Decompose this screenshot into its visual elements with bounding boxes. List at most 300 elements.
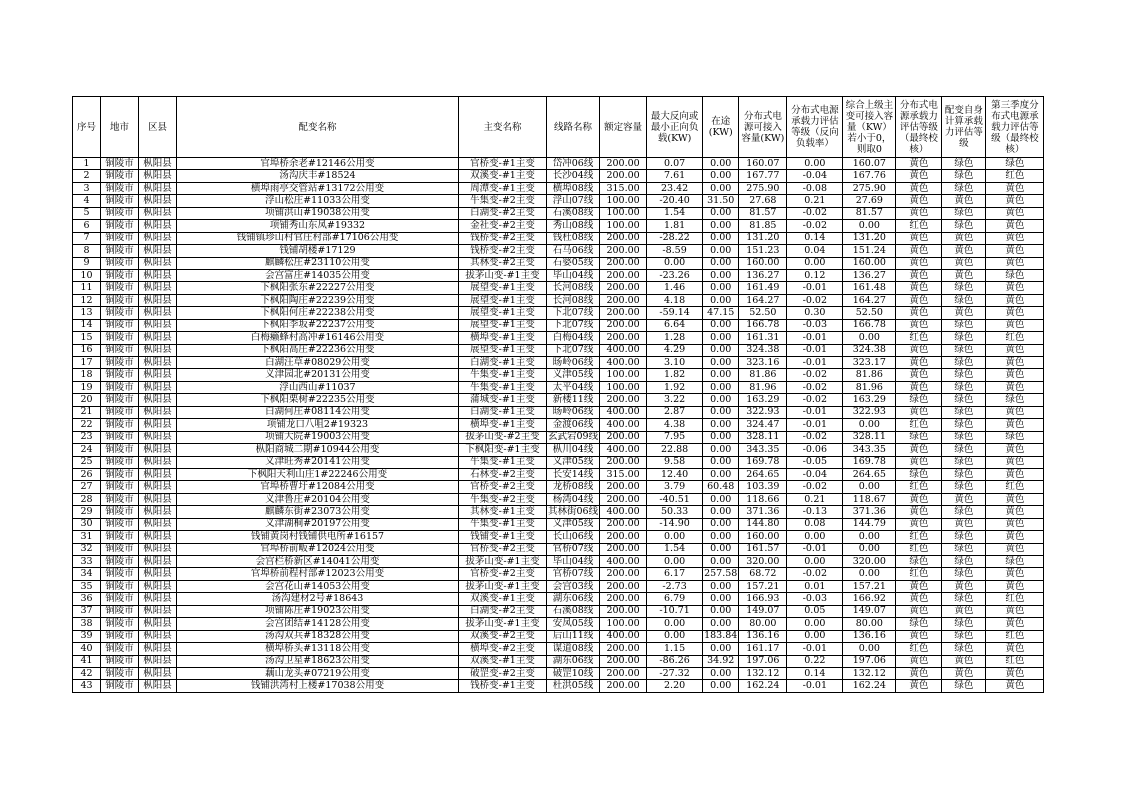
cell-index: 8 <box>73 245 101 257</box>
cell-final-grade: 黄色 <box>896 182 942 194</box>
cell-reverse-load-grade: -0.01 <box>787 543 843 555</box>
cell-in-transit: 34.92 <box>703 655 739 667</box>
cell-upper-capacity: 157.21 <box>843 580 896 592</box>
cell-transformer-name: 钱铺洪湾村上楼#17038公用变 <box>177 680 459 692</box>
cell-max-load: 0.07 <box>647 158 703 170</box>
cell-city: 铜陵市 <box>101 170 139 182</box>
cell-main-transformer: 横埠变-#1主变 <box>459 419 547 431</box>
cell-city: 铜陵市 <box>101 580 139 592</box>
cell-district: 枞阳县 <box>139 158 177 170</box>
cell-q3-grade: 绿色 <box>986 431 1044 443</box>
cell-index: 16 <box>73 344 101 356</box>
cell-line-name: 后山11线 <box>547 630 600 642</box>
cell-transformer-name: 枞阳商城二期#10944公用变 <box>177 444 459 456</box>
cell-self-grade: 黄色 <box>942 232 986 244</box>
cell-line-name: 下北07线 <box>547 307 600 319</box>
cell-max-load: 1.15 <box>647 643 703 655</box>
cell-final-grade: 绿色 <box>896 618 942 630</box>
cell-accessible-capacity: 103.39 <box>739 481 787 493</box>
cell-district: 枞阳县 <box>139 593 177 605</box>
cell-index: 14 <box>73 319 101 331</box>
cell-district: 枞阳县 <box>139 269 177 281</box>
cell-transformer-name: 横埠雨亭交管站#13172公用变 <box>177 182 459 194</box>
cell-index: 43 <box>73 680 101 692</box>
cell-city: 铜陵市 <box>101 493 139 505</box>
cell-main-transformer: 下枫阳变-#1主变 <box>459 444 547 456</box>
cell-in-transit: 0.00 <box>703 493 739 505</box>
cell-self-grade: 黄色 <box>942 667 986 679</box>
cell-main-transformer: 钱桥变-#2主变 <box>459 245 547 257</box>
cell-transformer-name: 下枫阳何庄#22238公用变 <box>177 307 459 319</box>
cell-index: 35 <box>73 580 101 592</box>
header-q3-grade: 第三季度分布式电源承载力评估等级（最终校核） <box>986 97 1044 158</box>
cell-q3-grade: 黄色 <box>986 543 1044 555</box>
cell-reverse-load-grade: -0.02 <box>787 381 843 393</box>
cell-in-transit: 0.00 <box>703 220 739 232</box>
cell-final-grade: 红色 <box>896 481 942 493</box>
cell-line-name: 太平04线 <box>547 381 600 393</box>
table-row <box>73 419 1044 431</box>
cell-q3-grade: 黄色 <box>986 344 1044 356</box>
cell-index: 34 <box>73 568 101 580</box>
cell-main-transformer: 官桥变-#2主变 <box>459 568 547 580</box>
table-row <box>73 655 1044 667</box>
table-row <box>73 269 1044 281</box>
cell-city: 铜陵市 <box>101 182 139 194</box>
table-row <box>73 543 1044 555</box>
cell-upper-capacity: 169.78 <box>843 456 896 468</box>
cell-final-grade: 黄色 <box>896 207 942 219</box>
cell-accessible-capacity: 343.35 <box>739 444 787 456</box>
cell-rated-capacity: 200.00 <box>600 158 647 170</box>
cell-transformer-name: 钱铺镇珍山村官庄村部#17106公用变 <box>177 232 459 244</box>
table-row <box>73 605 1044 617</box>
cell-transformer-name: 汤沟建材2号#18643 <box>177 593 459 605</box>
cell-line-name: 官桥07线 <box>547 568 600 580</box>
cell-accessible-capacity: 324.38 <box>739 344 787 356</box>
cell-city: 铜陵市 <box>101 618 139 630</box>
cell-self-grade: 黄色 <box>942 605 986 617</box>
cell-self-grade: 绿色 <box>942 182 986 194</box>
cell-accessible-capacity: 161.49 <box>739 282 787 294</box>
cell-in-transit: 0.00 <box>703 170 739 182</box>
table-row <box>73 667 1044 679</box>
cell-line-name: 毕山04线 <box>547 269 600 281</box>
cell-main-transformer: 石林变-#2主变 <box>459 468 547 480</box>
cell-main-transformer: 钱铺变-#1主变 <box>459 531 547 543</box>
cell-accessible-capacity: 166.93 <box>739 593 787 605</box>
table-row <box>73 319 1044 331</box>
cell-self-grade: 黄色 <box>942 493 986 505</box>
cell-line-name: 石马06线 <box>547 245 600 257</box>
cell-q3-grade: 黄色 <box>986 456 1044 468</box>
cell-reverse-load-grade: -0.02 <box>787 369 843 381</box>
cell-transformer-name: 汤沟庆丰#18524 <box>177 170 459 182</box>
cell-district: 枞阳县 <box>139 344 177 356</box>
cell-district: 枞阳县 <box>139 580 177 592</box>
cell-rated-capacity: 200.00 <box>600 531 647 543</box>
cell-transformer-name: 官埠桥余老#12146公用变 <box>177 158 459 170</box>
cell-max-load: 12.40 <box>647 468 703 480</box>
cell-rated-capacity: 200.00 <box>600 493 647 505</box>
cell-in-transit: 0.00 <box>703 419 739 431</box>
cell-max-load: -14.90 <box>647 518 703 530</box>
cell-in-transit: 0.00 <box>703 667 739 679</box>
table-body <box>73 158 1044 693</box>
cell-q3-grade: 红色 <box>986 593 1044 605</box>
cell-main-transformer: 白湖变-#1主变 <box>459 357 547 369</box>
cell-in-transit: 0.00 <box>703 444 739 456</box>
cell-rated-capacity: 200.00 <box>600 294 647 306</box>
table-row <box>73 643 1044 655</box>
cell-q3-grade: 黄色 <box>986 506 1044 518</box>
cell-district: 枞阳县 <box>139 319 177 331</box>
cell-city: 铜陵市 <box>101 419 139 431</box>
cell-self-grade: 绿色 <box>942 381 986 393</box>
cell-max-load: 3.10 <box>647 357 703 369</box>
cell-self-grade: 绿色 <box>942 394 986 406</box>
cell-district: 枞阳县 <box>139 518 177 530</box>
cell-max-load: 0.00 <box>647 531 703 543</box>
cell-self-grade: 黄色 <box>942 580 986 592</box>
cell-line-name: 新楼11线 <box>547 394 600 406</box>
table-row <box>73 307 1044 319</box>
cell-reverse-load-grade: -0.01 <box>787 332 843 344</box>
cell-self-grade: 绿色 <box>942 357 986 369</box>
cell-index: 1 <box>73 158 101 170</box>
cell-index: 6 <box>73 220 101 232</box>
cell-upper-capacity: 136.16 <box>843 630 896 642</box>
cell-upper-capacity: 167.76 <box>843 170 896 182</box>
cell-self-grade: 绿色 <box>942 282 986 294</box>
cell-in-transit: 0.00 <box>703 344 739 356</box>
cell-district: 枞阳县 <box>139 468 177 480</box>
cell-in-transit: 0.00 <box>703 456 739 468</box>
table-row <box>73 182 1044 194</box>
cell-line-name: 义津05线 <box>547 518 600 530</box>
cell-final-grade: 黄色 <box>896 605 942 617</box>
cell-transformer-name: 项铺洪山#19038公用变 <box>177 207 459 219</box>
cell-index: 19 <box>73 381 101 393</box>
cell-upper-capacity: 324.38 <box>843 344 896 356</box>
cell-main-transformer: 拔茅山变-#1主变 <box>459 580 547 592</box>
cell-main-transformer: 官桥变-#2主变 <box>459 481 547 493</box>
cell-rated-capacity: 200.00 <box>600 269 647 281</box>
cell-accessible-capacity: 132.12 <box>739 667 787 679</box>
cell-in-transit: 257.58 <box>704 568 738 580</box>
cell-in-transit: 0.00 <box>703 232 739 244</box>
cell-reverse-load-grade: -0.01 <box>787 357 843 369</box>
cell-q3-grade: 黄色 <box>986 369 1044 381</box>
cell-transformer-name: 下枫阳栗树#22235公用变 <box>177 394 459 406</box>
cell-index: 3 <box>73 182 101 194</box>
cell-max-load: 3.22 <box>647 394 703 406</box>
cell-final-grade: 红色 <box>896 643 942 655</box>
cell-rated-capacity: 400.00 <box>600 444 647 456</box>
cell-city: 铜陵市 <box>101 245 139 257</box>
cell-transformer-name: 汤沟双兵#18328公用变 <box>177 630 459 642</box>
cell-city: 铜陵市 <box>101 232 139 244</box>
cell-accessible-capacity: 275.90 <box>739 182 787 194</box>
table-row <box>73 568 1044 580</box>
cell-main-transformer: 横埠变-#2主变 <box>459 643 547 655</box>
cell-self-grade: 绿色 <box>942 680 986 692</box>
cell-index: 40 <box>73 643 101 655</box>
cell-q3-grade: 黄色 <box>986 406 1044 418</box>
cell-district: 枞阳县 <box>139 294 177 306</box>
cell-rated-capacity: 400.00 <box>600 406 647 418</box>
cell-line-name: 石溪08线 <box>547 207 600 219</box>
cell-rated-capacity: 200.00 <box>600 655 647 667</box>
cell-line-name: 浮山07线 <box>547 195 600 207</box>
cell-index: 22 <box>73 419 101 431</box>
cell-in-transit: 0.00 <box>703 332 739 344</box>
table-row <box>73 170 1044 182</box>
cell-q3-grade: 绿色 <box>986 394 1044 406</box>
cell-upper-capacity: 131.20 <box>843 232 896 244</box>
cell-reverse-load-grade: 0.30 <box>787 307 843 319</box>
cell-city: 铜陵市 <box>101 207 139 219</box>
cell-city: 铜陵市 <box>101 195 139 207</box>
cell-final-grade: 红色 <box>896 419 942 431</box>
cell-max-load: 0.00 <box>647 556 703 568</box>
cell-q3-grade: 黄色 <box>986 531 1044 543</box>
cell-city: 铜陵市 <box>101 593 139 605</box>
cell-rated-capacity: 400.00 <box>600 419 647 431</box>
cell-transformer-name: 下枫阳陶庄#22239公用变 <box>177 294 459 306</box>
cell-district: 枞阳县 <box>139 506 177 518</box>
cell-transformer-name: 会宫花山#14053公用变 <box>177 580 459 592</box>
cell-q3-grade: 黄色 <box>986 680 1044 692</box>
cell-in-transit: 0.00 <box>703 643 739 655</box>
cell-rated-capacity: 400.00 <box>600 556 647 568</box>
cell-reverse-load-grade: -0.02 <box>787 207 843 219</box>
cell-q3-grade: 黄色 <box>986 282 1044 294</box>
cell-upper-capacity: 132.12 <box>843 667 896 679</box>
cell-main-transformer: 钱桥变-#1主变 <box>459 680 547 692</box>
cell-self-grade: 绿色 <box>942 220 986 232</box>
cell-max-load: 0.00 <box>647 618 703 630</box>
cell-in-transit: 0.00 <box>703 294 739 306</box>
cell-line-name: 长沙04线 <box>547 170 600 182</box>
cell-accessible-capacity: 320.00 <box>739 556 787 568</box>
cell-index: 13 <box>73 307 101 319</box>
cell-accessible-capacity: 169.78 <box>739 456 787 468</box>
cell-q3-grade: 黄色 <box>986 381 1044 393</box>
cell-in-transit: 60.48 <box>703 481 739 493</box>
table-row <box>73 593 1044 605</box>
cell-upper-capacity: 160.00 <box>843 257 896 269</box>
cell-accessible-capacity: 151.23 <box>739 245 787 257</box>
cell-index: 11 <box>73 282 101 294</box>
cell-q3-grade: 黄色 <box>986 568 1044 580</box>
cell-in-transit: 0.00 <box>703 257 739 269</box>
cell-line-name: 长河08线 <box>547 282 600 294</box>
cell-city: 铜陵市 <box>101 667 139 679</box>
cell-max-load: 1.54 <box>647 543 703 555</box>
cell-self-grade: 黄色 <box>942 195 986 207</box>
cell-district: 枞阳县 <box>139 667 177 679</box>
cell-line-name: 下北07线 <box>547 319 600 331</box>
cell-q3-grade: 红色 <box>986 630 1044 642</box>
cell-city: 铜陵市 <box>101 431 139 443</box>
cell-reverse-load-grade: 0.00 <box>787 630 843 642</box>
cell-in-transit: 0.00 <box>703 406 739 418</box>
cell-index: 33 <box>73 556 101 568</box>
cell-final-grade: 红色 <box>896 568 942 580</box>
cell-final-grade: 红色 <box>896 543 942 555</box>
cell-self-grade: 绿色 <box>942 630 986 642</box>
header-in-transit: 在途(KW) <box>703 97 739 158</box>
table-row <box>73 394 1044 406</box>
cell-main-transformer: 拔茅山变-#1主变 <box>459 269 547 281</box>
cell-index: 4 <box>73 195 101 207</box>
cell-upper-capacity: 0.00 <box>843 481 896 493</box>
cell-rated-capacity: 200.00 <box>600 319 647 331</box>
cell-line-name: 玄武宕09线 <box>548 431 599 443</box>
table-row <box>73 158 1044 170</box>
cell-final-grade: 黄色 <box>896 518 942 530</box>
cell-upper-capacity: 52.50 <box>843 307 896 319</box>
cell-rated-capacity: 100.00 <box>600 195 647 207</box>
cell-line-name: 下北07线 <box>547 344 600 356</box>
cell-city: 铜陵市 <box>101 282 139 294</box>
cell-line-name: 钱杜08线 <box>547 232 600 244</box>
cell-final-grade: 黄色 <box>896 593 942 605</box>
table-row <box>73 357 1044 369</box>
cell-in-transit: 31.50 <box>703 195 739 207</box>
table-row <box>73 245 1044 257</box>
cell-final-grade: 绿色 <box>896 394 942 406</box>
cell-index: 7 <box>73 232 101 244</box>
cell-q3-grade: 黄色 <box>986 419 1044 431</box>
cell-rated-capacity: 400.00 <box>600 630 647 642</box>
table-row <box>73 220 1044 232</box>
cell-final-grade: 黄色 <box>896 655 942 667</box>
cell-transformer-name: 会宫富庄#14035公用变 <box>177 269 459 281</box>
cell-final-grade: 黄色 <box>896 170 942 182</box>
cell-final-grade: 黄色 <box>896 344 942 356</box>
cell-main-transformer: 展望变-#1主变 <box>459 319 547 331</box>
cell-max-load: 6.17 <box>647 568 703 580</box>
cell-max-load: 6.64 <box>647 319 703 331</box>
cell-rated-capacity: 200.00 <box>600 394 647 406</box>
cell-transformer-name: 官埠桥前程村部#12023公用变 <box>177 568 459 580</box>
cell-accessible-capacity: 81.96 <box>739 381 787 393</box>
cell-rated-capacity: 200.00 <box>600 245 647 257</box>
cell-upper-capacity: 0.00 <box>843 568 896 580</box>
cell-index: 9 <box>73 257 101 269</box>
cell-reverse-load-grade: -0.01 <box>787 344 843 356</box>
cell-district: 枞阳县 <box>139 182 177 194</box>
cell-reverse-load-grade: 0.00 <box>787 257 843 269</box>
cell-reverse-load-grade: 0.12 <box>787 269 843 281</box>
cell-district: 枞阳县 <box>139 394 177 406</box>
cell-max-load: -27.32 <box>647 667 703 679</box>
cell-main-transformer: 白湖变-#2主变 <box>459 207 547 219</box>
cell-self-grade: 绿色 <box>942 531 986 543</box>
cell-upper-capacity: 371.36 <box>843 506 896 518</box>
cell-line-name: 石婆05线 <box>547 257 600 269</box>
table-row <box>73 618 1044 630</box>
cell-max-load: -8.59 <box>647 245 703 257</box>
cell-self-grade: 绿色 <box>942 543 986 555</box>
cell-reverse-load-grade: -0.01 <box>787 406 843 418</box>
cell-district: 枞阳县 <box>139 257 177 269</box>
cell-reverse-load-grade: 0.04 <box>787 245 843 257</box>
cell-max-load: -20.40 <box>647 195 703 207</box>
cell-q3-grade: 绿色 <box>986 556 1044 568</box>
table-row <box>73 406 1044 418</box>
cell-rated-capacity: 200.00 <box>600 456 647 468</box>
cell-max-load: 22.88 <box>647 444 703 456</box>
cell-accessible-capacity: 160.07 <box>739 158 787 170</box>
cell-district: 枞阳县 <box>139 207 177 219</box>
cell-upper-capacity: 0.00 <box>843 643 896 655</box>
cell-main-transformer: 展望变-#1主变 <box>459 307 547 319</box>
cell-transformer-name: 项铺大院#19003公用变 <box>177 431 459 443</box>
cell-city: 铜陵市 <box>101 630 139 642</box>
cell-reverse-load-grade: -0.06 <box>787 444 843 456</box>
cell-transformer-name: 项铺陈庄#19023公用变 <box>177 605 459 617</box>
header-rated-capacity: 额定容量 <box>600 97 647 158</box>
cell-district: 枞阳县 <box>139 307 177 319</box>
cell-in-transit: 0.00 <box>703 245 739 257</box>
cell-main-transformer: 其林变-#1主变 <box>459 506 547 518</box>
cell-final-grade: 绿色 <box>896 468 942 480</box>
cell-max-load: 3.79 <box>647 481 703 493</box>
cell-self-grade: 绿色 <box>942 158 986 170</box>
cell-reverse-load-grade: -0.01 <box>787 282 843 294</box>
cell-in-transit: 0.00 <box>703 605 739 617</box>
table-row <box>73 257 1044 269</box>
cell-in-transit: 0.00 <box>703 282 739 294</box>
cell-district: 枞阳县 <box>139 381 177 393</box>
cell-max-load: 1.46 <box>647 282 703 294</box>
table-row <box>73 444 1044 456</box>
cell-line-name: 毕山04线 <box>547 556 600 568</box>
cell-transformer-name: 下枫阳李坂#22237公用变 <box>177 319 459 331</box>
cell-upper-capacity: 162.24 <box>843 680 896 692</box>
cell-accessible-capacity: 52.50 <box>739 307 787 319</box>
cell-self-grade: 绿色 <box>942 506 986 518</box>
cell-main-transformer: 双溪变-#1主变 <box>459 655 547 667</box>
cell-line-name: 岱冲06线 <box>547 158 600 170</box>
cell-max-load: -23.26 <box>647 269 703 281</box>
cell-rated-capacity: 100.00 <box>600 369 647 381</box>
cell-upper-capacity: 161.48 <box>843 282 896 294</box>
cell-accessible-capacity: 162.24 <box>739 680 787 692</box>
cell-main-transformer: 展望变-#1主变 <box>459 294 547 306</box>
cell-final-grade: 黄色 <box>896 667 942 679</box>
cell-final-grade: 黄色 <box>896 444 942 456</box>
table-row <box>73 630 1044 642</box>
cell-main-transformer: 牛集变-#1主变 <box>459 381 547 393</box>
cell-final-grade: 黄色 <box>896 506 942 518</box>
cell-accessible-capacity: 164.27 <box>739 294 787 306</box>
cell-self-grade: 绿色 <box>942 369 986 381</box>
cell-upper-capacity: 320.00 <box>843 556 896 568</box>
cell-district: 枞阳县 <box>139 232 177 244</box>
cell-rated-capacity: 200.00 <box>600 680 647 692</box>
cell-q3-grade: 黄色 <box>986 232 1044 244</box>
cell-final-grade: 黄色 <box>896 158 942 170</box>
table-row <box>73 195 1044 207</box>
cell-accessible-capacity: 197.06 <box>739 655 787 667</box>
cell-max-load: 1.28 <box>647 332 703 344</box>
cell-reverse-load-grade: 0.22 <box>787 655 843 667</box>
cell-q3-grade: 黄色 <box>986 518 1044 530</box>
